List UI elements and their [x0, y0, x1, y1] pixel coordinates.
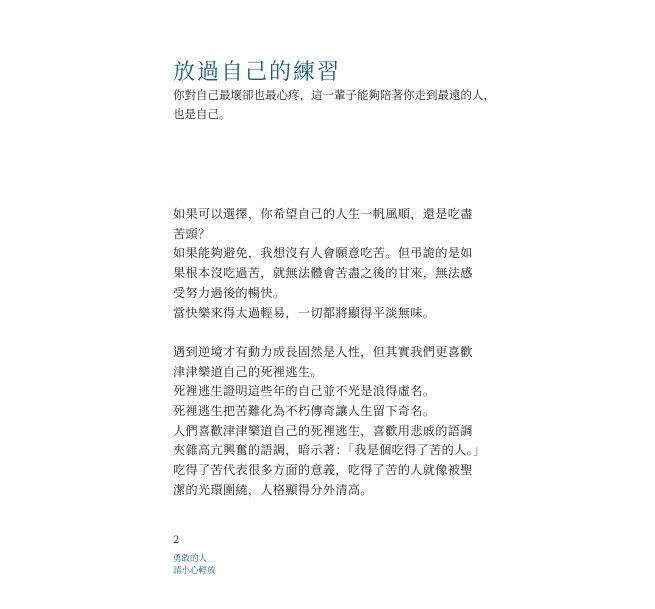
- subtitle-line: 你對自己最壞卻也最心疼，這一輩子能夠陪著你走到最遠的人，: [173, 88, 495, 102]
- subtitle: [173, 86, 495, 124]
- footer-book-title-line2: 請小心輕放: [173, 566, 216, 576]
- page-number: 2: [173, 535, 180, 546]
- body-line: 吃得了苦代表很多方面的意義，吃得了苦的人就像被聖: [173, 463, 473, 478]
- body-line: 苦頭？: [173, 226, 211, 241]
- page-title: 放過自己的練習: [173, 60, 342, 85]
- body-line: 如果能夠避免，我想沒有人會願意吃苦。但弔詭的是如: [173, 246, 473, 261]
- paragraph-gap: [173, 323, 483, 343]
- body-line: 果根本沒吃過苦，就無法體會苦盡之後的甘來，無法感: [173, 266, 473, 281]
- subtitle-line: 也是自己。: [173, 107, 231, 121]
- body-line: 受努力過後的暢快。: [173, 285, 286, 300]
- body-line: 死裡逃生把苦難化為不朽傳奇讓人生留下奇名。: [173, 404, 436, 419]
- body-line: 死裡逃生證明這些年的自己並不光是浪得虛名。: [173, 384, 436, 399]
- running-footer: [173, 553, 216, 577]
- body-line: 當快樂來得太過輕易，一切都將顯得平淡無味。: [173, 305, 436, 320]
- body-line: 人們喜歡津津樂道自己的死裡逃生，喜歡用悲戚的語調: [173, 423, 473, 438]
- footer-book-title-line1: 勇敢的人: [173, 554, 208, 564]
- body-line: 潔的光環圍繞，人格顯得分外清高。: [173, 482, 373, 497]
- body-line: 夾雜高亢興奮的語調，暗示著：「我是個吃得了苦的人。」: [173, 443, 486, 458]
- body-line: 遇到逆境才有動力成長固然是人性，但其實我們更喜歡: [173, 344, 473, 359]
- body-text: [173, 205, 486, 501]
- body-line: 津津樂道自己的死裡逃生。: [173, 364, 323, 379]
- body-line: 如果可以選擇，你希望自己的人生一帆風順，還是吃盡: [173, 207, 473, 221]
